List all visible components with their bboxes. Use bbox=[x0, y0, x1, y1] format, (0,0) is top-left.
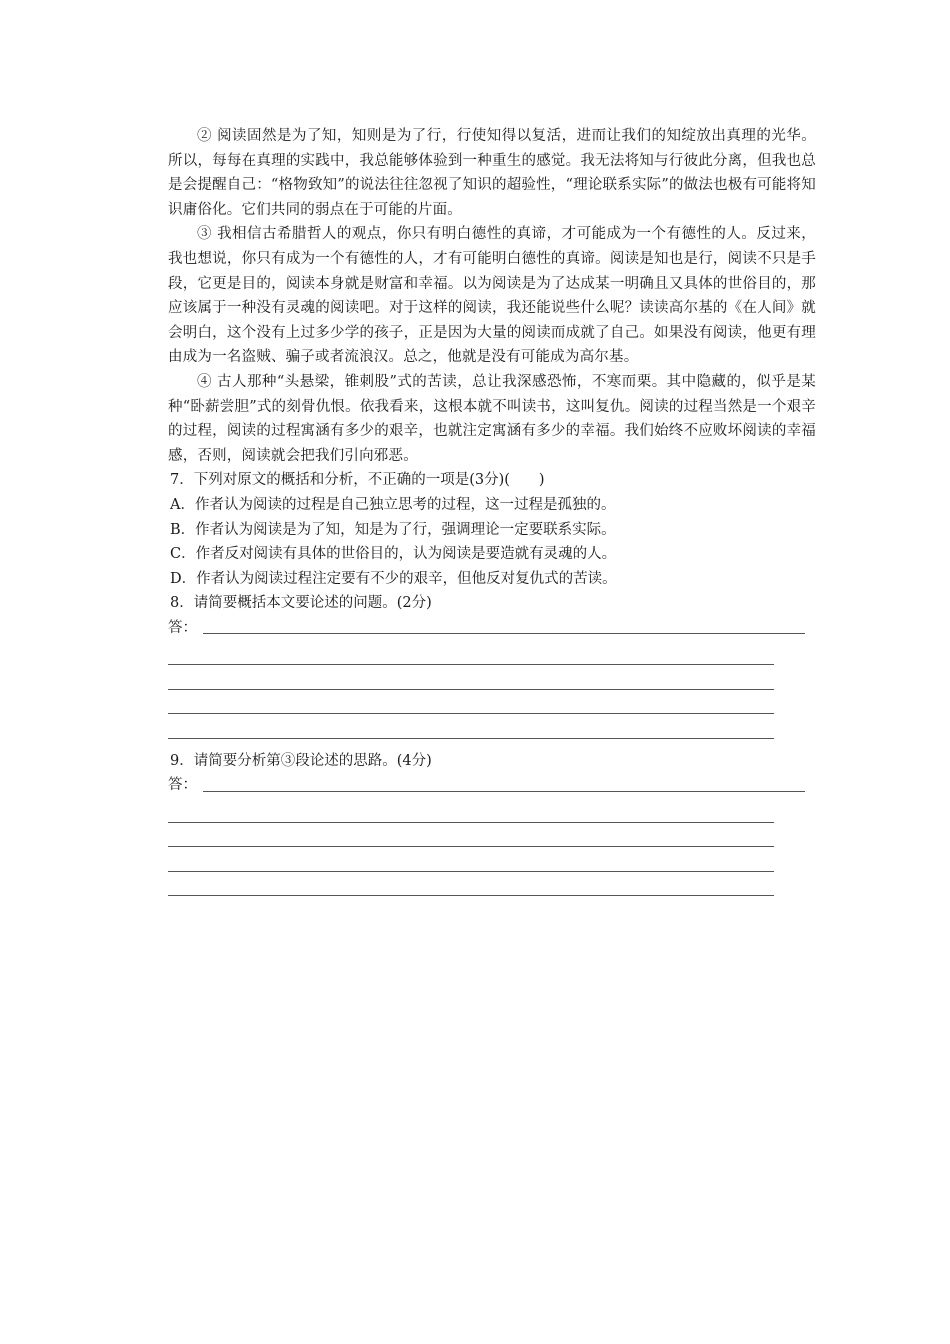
question-8-answer-row-1 bbox=[168, 616, 816, 641]
question-7-option-c[interactable]: C．作者反对阅读有具体的世俗目的，认为阅读是要造就有灵魂的人。 bbox=[170, 546, 617, 563]
answer-line[interactable] bbox=[168, 798, 774, 823]
document-content bbox=[168, 124, 816, 896]
question-7-option-d[interactable]: D．作者认为阅读过程注定要有不少的艰辛，但他反对复仇式的苦读。 bbox=[170, 570, 617, 587]
answer-line[interactable] bbox=[203, 633, 805, 634]
question-9 bbox=[168, 749, 816, 897]
question-9-answer-area[interactable] bbox=[168, 773, 816, 896]
question-8-stem: 8．请简要概括本文要论述的问题。(2分) bbox=[170, 595, 432, 612]
answer-line[interactable] bbox=[168, 872, 774, 897]
spacer bbox=[168, 739, 816, 749]
answer-line[interactable] bbox=[168, 714, 774, 739]
question-9-answer-label: 答： bbox=[168, 777, 197, 794]
question-7-option-b[interactable]: B．作者认为阅读是为了知，知是为了行，强调理论一定要联系实际。 bbox=[170, 521, 616, 538]
paragraph-4: ④ 古人那种“头悬梁，锥刺股”式的苦读，总让我深感恐怖，不寒而栗。其中隐藏的，似乎是某种“卧薪尝胆”式的刻骨仇恨。依我看来，这根本就不叫读书，这叫复仇。阅读的过程当然是一个艰辛的过程，阅读的过程寓涵有多少的艰辛，也就注定寓涵有多少的幸福。我们始终不应败坏阅读的幸福感，否则，阅读就会把我们引向邪恶。 bbox=[168, 373, 816, 464]
question-9-stem: 9．请简要分析第③段论述的思路。(4分) bbox=[170, 752, 432, 769]
question-7-stem: 7．下列对原文的概括和分析，不正确的一项是(3分)( ) bbox=[170, 472, 545, 489]
answer-line[interactable] bbox=[168, 690, 774, 715]
question-8-answer-area[interactable] bbox=[168, 616, 816, 739]
paragraph-2: ② 阅读固然是为了知，知则是为了行，行使知得以复活，进而让我们的知绽放出真理的光华。所以，每每在真理的实践中，我总能够体验到一种重生的感觉。我无法将知与行彼此分离，但我也总是会提醒自己：“格物致知”的说法往往忽视了知识的超验性，“理论联系实际”的做法也极有可能将知识庸俗化。它们共同的弱点在于可能的片面。 bbox=[168, 128, 816, 218]
answer-line[interactable] bbox=[168, 665, 774, 690]
answer-line[interactable] bbox=[168, 847, 774, 872]
question-8-answer-label: 答： bbox=[168, 619, 197, 636]
paragraph-3: ③ 我相信古希腊哲人的观点，你只有明白德性的真谛，才可能成为一个有德性的人。反过来，我也想说，你只有成为一个有德性的人，才有可能明白德性的真谛。阅读是知也是行，阅读不只是手段，它更是目的，阅读本身就是财富和幸福。以为阅读是为了达成某一明确且又具体的世俗目的，那应该属于一种没有灵魂的阅读吧。对于这样的阅读，我还能说些什么呢？读读高尔基的《在人间》就会明白，这个没有上过多少学的孩子，正是因为大量的阅读而成就了自己。如果没有阅读，他更有理由成为一名盗贼、骗子或者流浪汉。总之，他就是没有可能成为高尔基。 bbox=[168, 226, 816, 366]
question-9-answer-row-1 bbox=[168, 773, 816, 798]
answer-line[interactable] bbox=[168, 640, 774, 665]
question-7-option-a[interactable]: A．作者认为阅读的过程是自己独立思考的过程，这一过程是孤独的。 bbox=[170, 496, 616, 513]
answer-line[interactable] bbox=[203, 791, 805, 792]
question-7 bbox=[168, 468, 816, 591]
question-8 bbox=[168, 591, 816, 739]
answer-line[interactable] bbox=[168, 823, 774, 848]
